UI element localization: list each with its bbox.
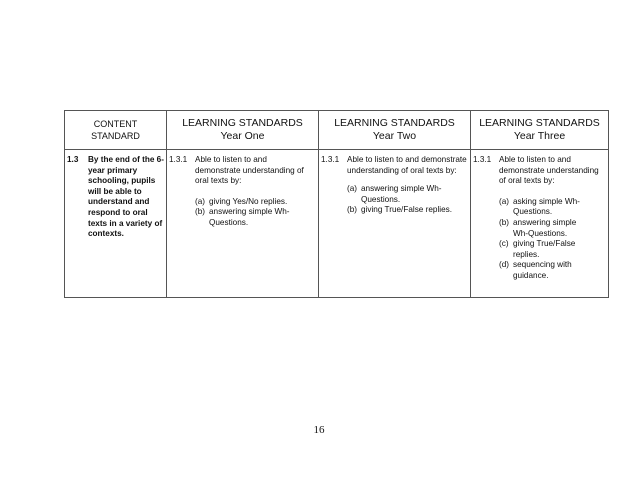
year-one-header	[167, 111, 319, 150]
standard-items	[499, 197, 606, 282]
item-label: (d)	[499, 260, 510, 270]
standard-number: 1.3.1	[473, 155, 492, 164]
item-text	[361, 205, 468, 216]
intro-line: Able to listen to and	[195, 155, 267, 164]
item-line: giving Yes/No replies.	[209, 196, 288, 206]
standard-text	[195, 155, 316, 229]
intro-line: Able to listen to and demonstrate	[347, 155, 467, 164]
item-line: asking simple Wh-	[513, 196, 580, 206]
header-line: Year Three	[513, 130, 566, 142]
item-line: Questions.	[513, 207, 553, 217]
list-item	[347, 184, 468, 205]
learning-standard	[473, 155, 606, 282]
item-text	[513, 197, 606, 218]
learning-standard	[169, 155, 316, 229]
year-three-cell	[471, 150, 609, 298]
year-two-cell	[319, 150, 471, 298]
header-line: LEARNING STANDARDS	[182, 117, 303, 129]
intro-line: demonstrate understanding	[499, 165, 599, 175]
item-line: replies.	[513, 249, 540, 259]
item-text	[513, 218, 606, 239]
item-line: guidance.	[513, 270, 549, 280]
content-line: year primary	[88, 165, 138, 175]
item-line: Wh-Questions.	[513, 228, 568, 238]
table-header-row	[65, 111, 609, 150]
content-standard	[67, 155, 164, 240]
intro-line: of oral texts by:	[499, 176, 555, 186]
standard-items	[195, 197, 316, 229]
list-item	[195, 197, 316, 208]
item-line: answering simple	[513, 217, 577, 227]
list-item	[499, 218, 606, 239]
item-line: Questions.	[209, 217, 249, 227]
learning-standard	[321, 155, 468, 216]
intro-line: demonstrate understanding of	[195, 165, 304, 175]
item-line: answering simple Wh-	[361, 184, 442, 194]
item-label: (b)	[347, 205, 358, 215]
item-text	[209, 197, 316, 208]
item-text	[513, 239, 606, 260]
list-item	[499, 239, 606, 260]
intro-line: understanding of oral texts by:	[347, 165, 457, 175]
standard-intro	[195, 155, 316, 187]
item-line: giving True/False	[513, 239, 576, 249]
content-line: contexts.	[88, 229, 124, 239]
year-two-header	[319, 111, 471, 150]
content-line: schooling, pupils	[88, 176, 156, 186]
year-three-header	[471, 111, 609, 150]
list-item	[499, 260, 606, 281]
header-line: STANDARD	[91, 131, 140, 141]
table-body-row	[65, 150, 609, 298]
content-standard-number: 1.3	[67, 155, 79, 164]
year-one-cell	[167, 150, 319, 298]
content-standard-header	[65, 111, 167, 150]
header-line: CONTENT	[93, 119, 138, 129]
header-line: Year Two	[372, 130, 417, 142]
item-text	[361, 184, 468, 205]
content-standard-cell	[65, 150, 167, 298]
standard-intro	[347, 155, 468, 176]
page-number: 16	[313, 424, 325, 436]
content-line: respond to oral	[88, 207, 148, 217]
content-line: By the end of the 6-	[88, 155, 164, 164]
header-line: LEARNING STANDARDS	[479, 117, 600, 129]
item-label: (a)	[195, 196, 206, 206]
list-item	[195, 207, 316, 228]
standard-text	[499, 155, 606, 282]
standard-number: 1.3.1	[169, 155, 188, 164]
content-line: understand and	[88, 197, 150, 207]
intro-line: Able to listen to and	[499, 155, 571, 164]
item-label: (c)	[499, 239, 509, 249]
item-line: Questions.	[361, 194, 401, 204]
content-line: texts in a variety of	[88, 218, 163, 228]
content-standard-text	[88, 155, 164, 240]
item-text	[513, 260, 606, 281]
standard-text	[347, 155, 468, 216]
intro-line: oral texts by:	[195, 176, 242, 186]
standard-number: 1.3.1	[321, 155, 340, 164]
header-line: LEARNING STANDARDS	[334, 117, 455, 129]
list-item	[499, 197, 606, 218]
list-item	[347, 205, 468, 216]
header-line: Year One	[220, 130, 265, 142]
item-line: answering simple Wh-	[209, 207, 290, 217]
standard-intro	[499, 155, 606, 187]
item-label: (b)	[195, 207, 206, 217]
content-line: will be able to	[88, 186, 142, 196]
learning-standards-table	[64, 110, 609, 298]
item-line: sequencing with	[513, 260, 572, 270]
item-line: giving True/False replies.	[361, 205, 453, 215]
item-label: (a)	[347, 184, 358, 194]
item-label: (b)	[499, 217, 510, 227]
item-label: (a)	[499, 196, 510, 206]
item-text	[209, 207, 316, 228]
standard-items	[347, 184, 468, 216]
